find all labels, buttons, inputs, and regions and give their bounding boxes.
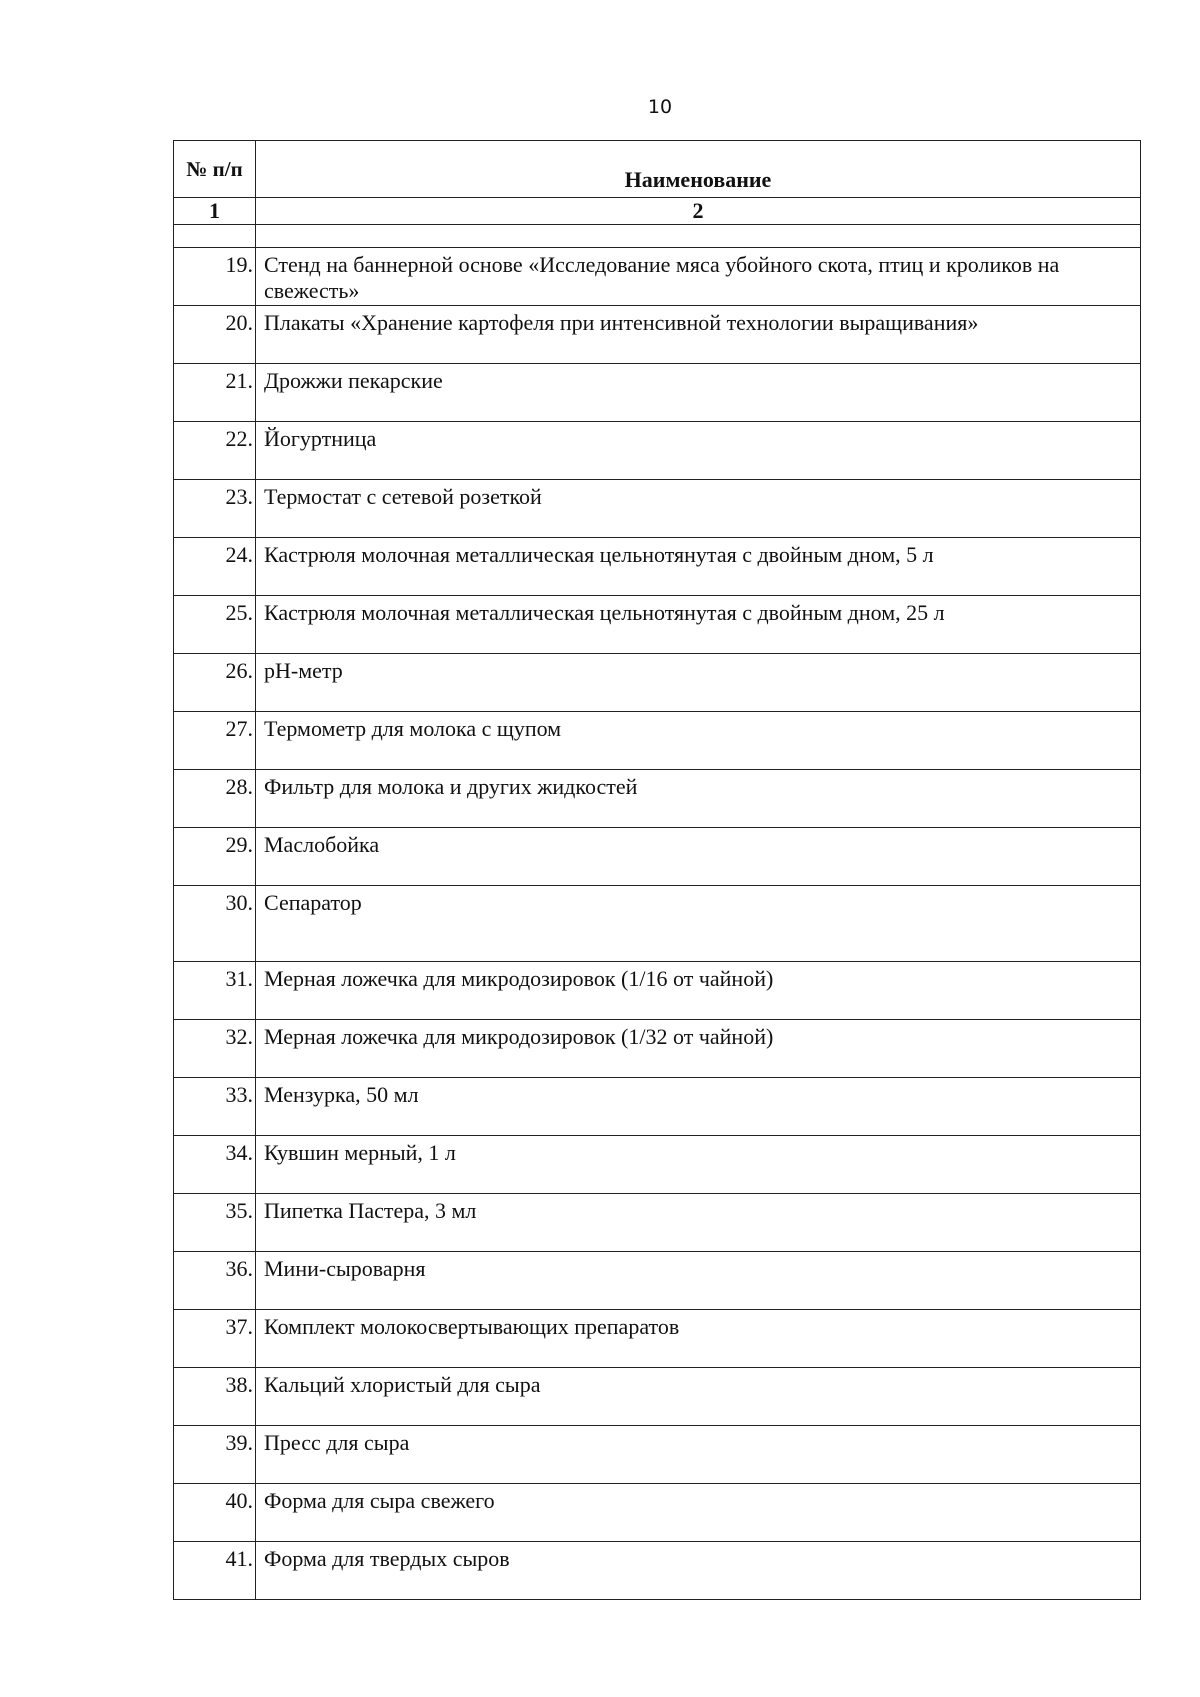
table-row (174, 480, 1141, 538)
row-name: Кастрюля молочная металлическая цельнотянутая с двойным дном, 25 л (256, 596, 1141, 654)
row-number: 22. (174, 422, 256, 480)
row-name: Дрожжи пекарские (256, 364, 1141, 422)
spacer-cell (174, 225, 256, 248)
table-row (174, 1078, 1141, 1136)
table-row (174, 248, 1141, 306)
row-name: Кастрюля молочная металлическая цельнотянутая с двойным дном, 5 л (256, 538, 1141, 596)
row-name: Форма для твердых сыров (256, 1542, 1141, 1600)
table-header-row (174, 141, 1141, 198)
equipment-table (173, 140, 1141, 1600)
table-row (174, 1136, 1141, 1194)
row-name: Пипетка Пастера, 3 мл (256, 1194, 1141, 1252)
table-body (174, 248, 1141, 1600)
row-number: 38. (174, 1368, 256, 1426)
row-name: Фильтр для молока и других жидкостей (256, 770, 1141, 828)
table-row (174, 1194, 1141, 1252)
row-number: 21. (174, 364, 256, 422)
row-name: Сепаратор (256, 886, 1141, 962)
table-row (174, 1368, 1141, 1426)
row-number: 30. (174, 886, 256, 962)
row-name: Термометр для молока с щупом (256, 712, 1141, 770)
page-number: 10 (647, 96, 673, 118)
table-row (174, 712, 1141, 770)
table-row (174, 886, 1141, 962)
column-number-2: 2 (256, 198, 1141, 225)
header-number-column: № п/п (174, 141, 256, 198)
row-name: Плакаты «Хранение картофеля при интенсивной технологии выращивания» (256, 306, 1141, 364)
table-row (174, 1020, 1141, 1078)
table-row (174, 770, 1141, 828)
row-number: 41. (174, 1542, 256, 1600)
row-name: Кувшин мерный, 1 л (256, 1136, 1141, 1194)
row-name: Маслобойка (256, 828, 1141, 886)
row-name: Пресс для сыра (256, 1426, 1141, 1484)
table-row (174, 1252, 1141, 1310)
row-number: 20. (174, 306, 256, 364)
row-name: Кальций хлористый для сыра (256, 1368, 1141, 1426)
spacer-row (174, 225, 1141, 248)
table-row (174, 1484, 1141, 1542)
row-name: Йогуртница (256, 422, 1141, 480)
row-name: Стенд на баннерной основе «Исследование мяса убойного скота, птиц и кроликов на свежесть» (256, 248, 1141, 306)
row-name: Термостат с сетевой розеткой (256, 480, 1141, 538)
row-number: 40. (174, 1484, 256, 1542)
table-row (174, 654, 1141, 712)
row-number: 23. (174, 480, 256, 538)
row-number: 39. (174, 1426, 256, 1484)
table-row (174, 1426, 1141, 1484)
row-number: 19. (174, 248, 256, 306)
row-name: Комплект молокосвертывающих препаратов (256, 1310, 1141, 1368)
row-number: 24. (174, 538, 256, 596)
row-number: 29. (174, 828, 256, 886)
spacer-cell (256, 225, 1141, 248)
column-number-1: 1 (174, 198, 256, 225)
table-row (174, 306, 1141, 364)
row-number: 25. (174, 596, 256, 654)
table-row (174, 364, 1141, 422)
column-number-row (174, 198, 1141, 225)
table-row (174, 596, 1141, 654)
row-name: pH-метр (256, 654, 1141, 712)
header-name-column: Наименование (256, 141, 1141, 198)
row-number: 26. (174, 654, 256, 712)
row-number: 27. (174, 712, 256, 770)
table-row (174, 828, 1141, 886)
table-row (174, 962, 1141, 1020)
row-number: 32. (174, 1020, 256, 1078)
row-number: 35. (174, 1194, 256, 1252)
table-row (174, 1542, 1141, 1600)
row-name: Мензурка, 50 мл (256, 1078, 1141, 1136)
table-row (174, 1310, 1141, 1368)
row-number: 36. (174, 1252, 256, 1310)
table-row (174, 538, 1141, 596)
row-name: Мерная ложечка для микродозировок (1/16 от чайной) (256, 962, 1141, 1020)
row-number: 31. (174, 962, 256, 1020)
table-row (174, 422, 1141, 480)
row-number: 34. (174, 1136, 256, 1194)
row-number: 28. (174, 770, 256, 828)
row-name: Форма для сыра свежего (256, 1484, 1141, 1542)
row-name: Мини-сыроварня (256, 1252, 1141, 1310)
row-name: Мерная ложечка для микродозировок (1/32 от чайной) (256, 1020, 1141, 1078)
row-number: 33. (174, 1078, 256, 1136)
row-number: 37. (174, 1310, 256, 1368)
